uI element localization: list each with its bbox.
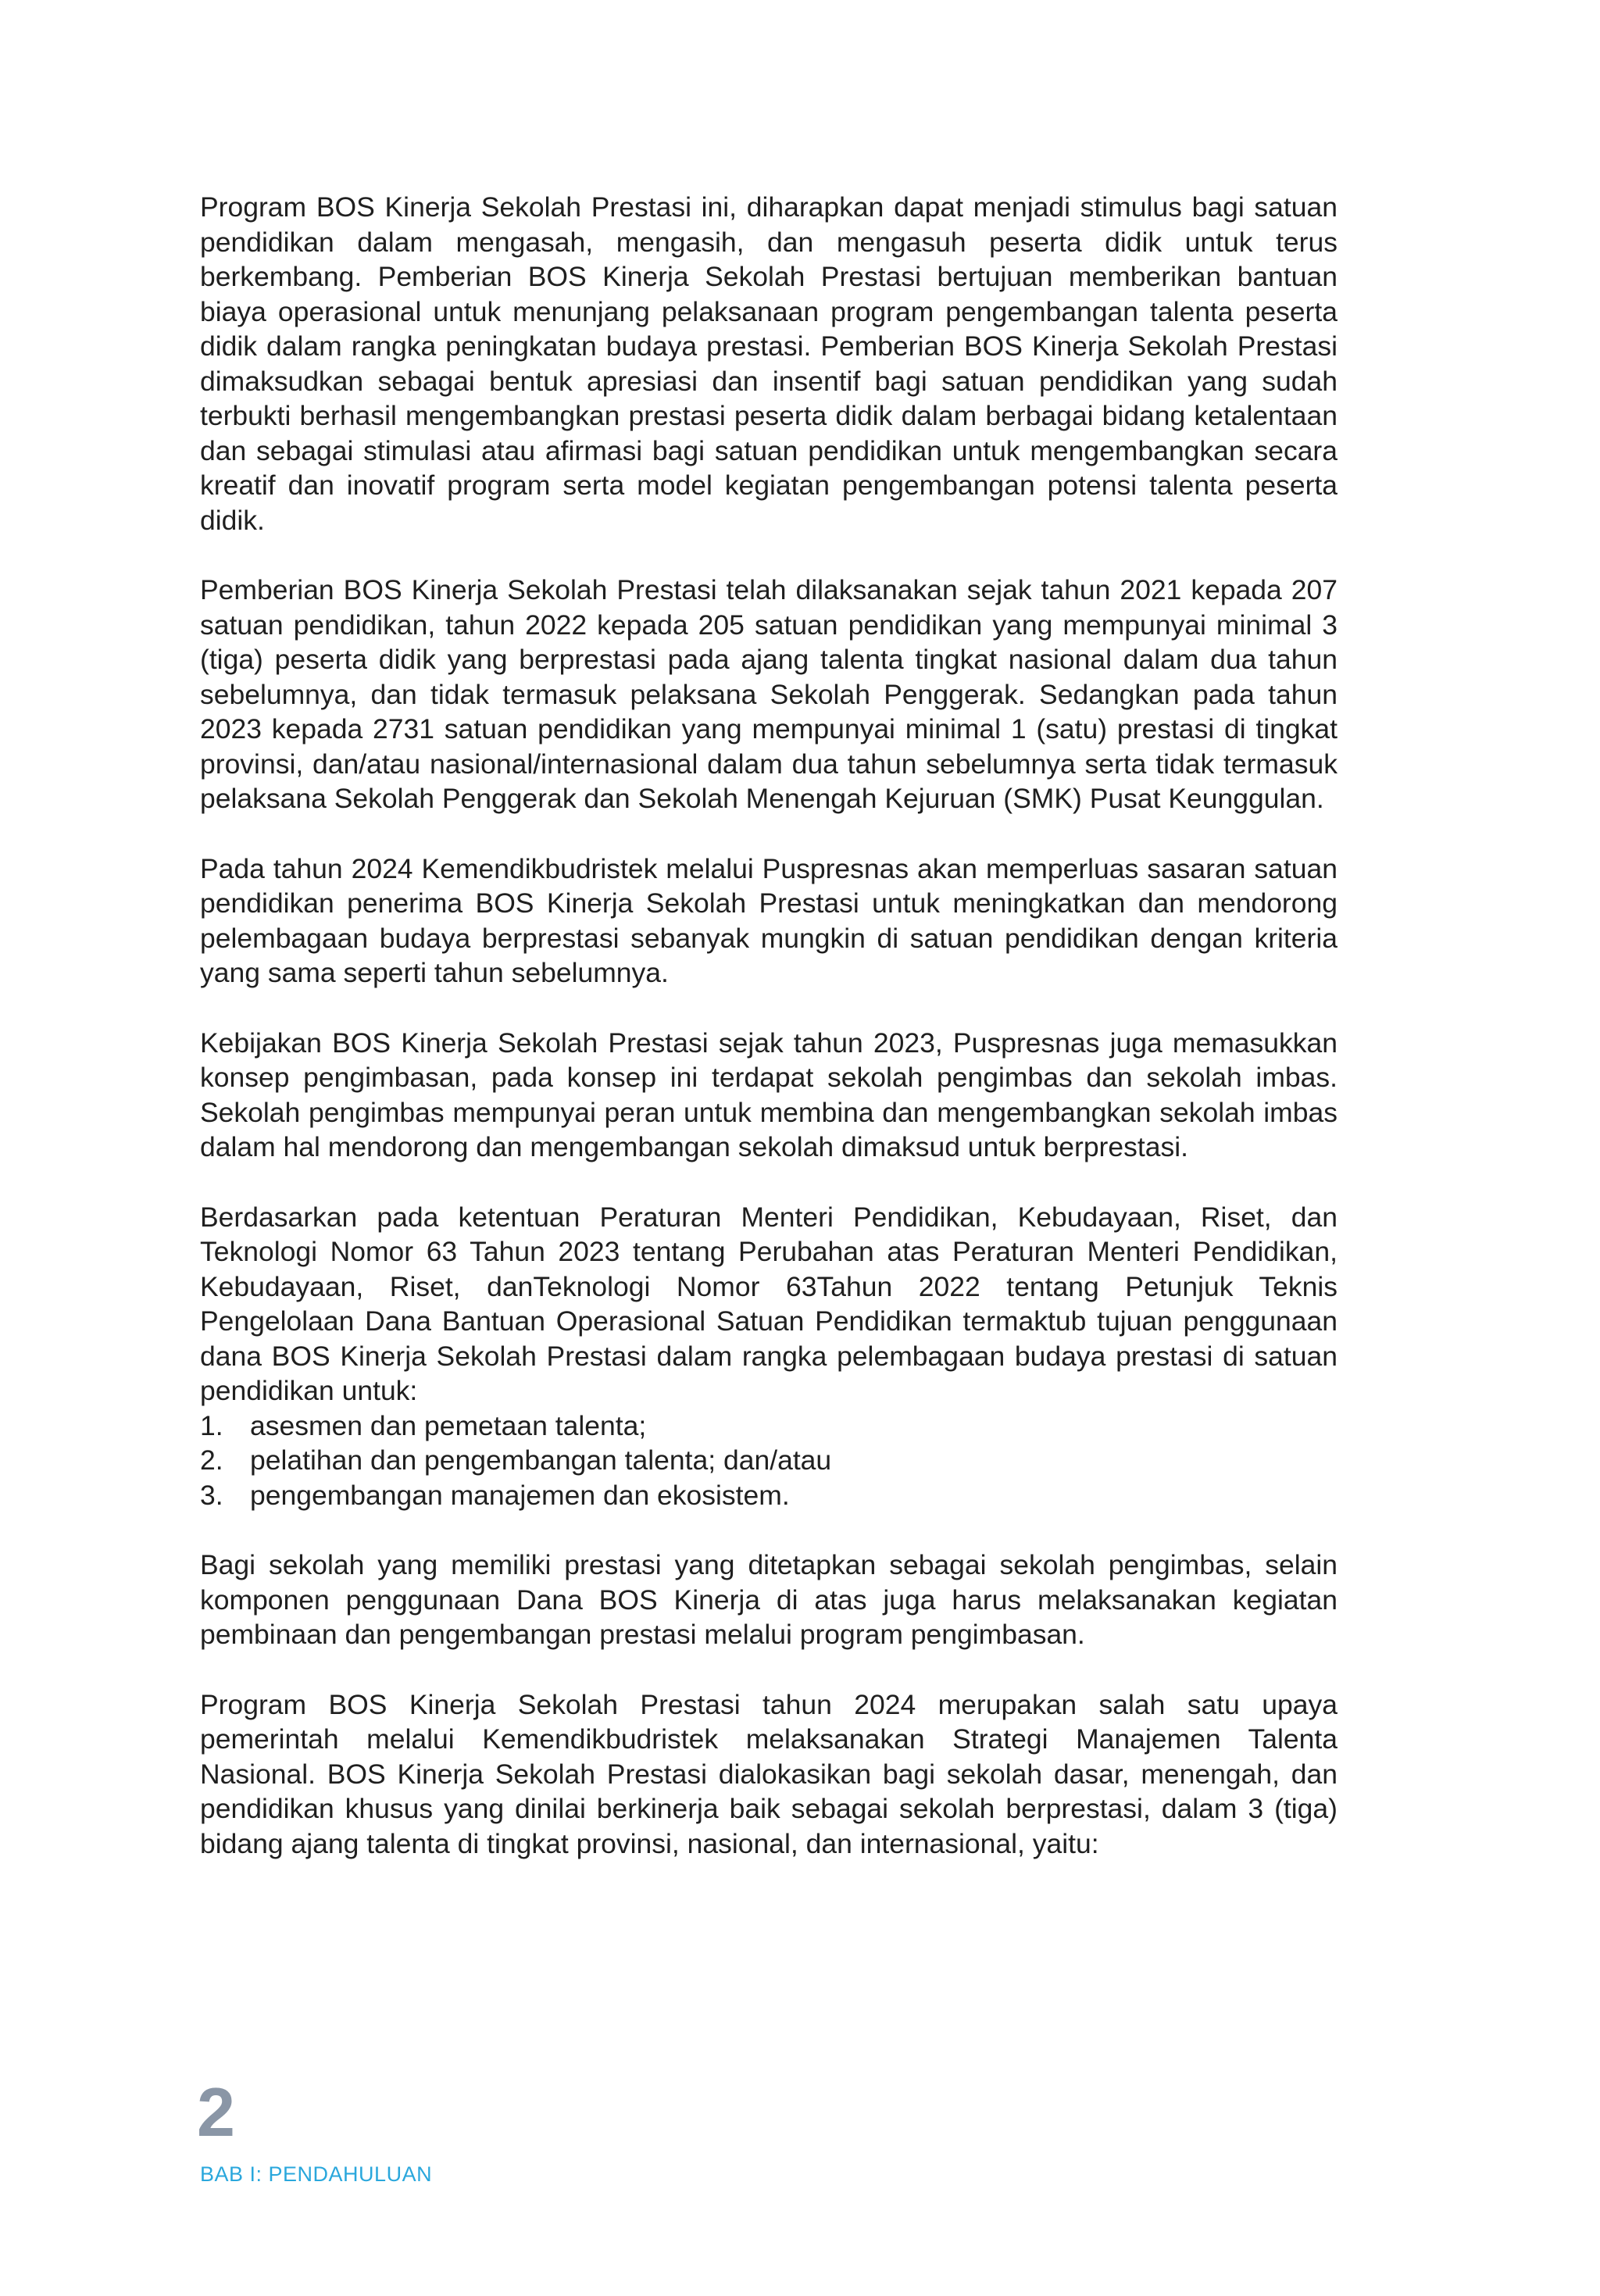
list-item: [200, 1443, 1338, 1478]
list-item-number: 1.: [200, 1409, 223, 1441]
paragraph-2: Pemberian BOS Kinerja Sekolah Prestasi telah dilaksanakan sejak tahun 2021 kepada 207 satuan pendidikan, tahun 2022 kepada 205 satuan pendidikan yang mempunyai minimal 3 (tiga) peserta didik yang berprestasi pada ajang talenta tingkat nasional dalam dua tahun sebelumnya, dan tidak termasuk pelaksana Sekolah Penggerak. Sedangkan pada tahun 2023 kepada 2731 satuan pendidikan yang mempunyai minimal 1 (satu) prestasi di tingkat provinsi, dan/atau nasional/internasional dalam dua tahun sebelumnya serta tidak termasuk pelaksana Sekolah Penggerak dan Sekolah Menengah Kejuruan (SMK) Pusat Keunggulan.: [200, 574, 1338, 814]
list-item-text: asesmen dan pemetaan talenta;: [250, 1409, 647, 1441]
list-item: [200, 1478, 1338, 1513]
paragraph-6: Bagi sekolah yang memiliki prestasi yang ditetapkan sebagai sekolah pengimbas, selain komponen penggunaan Dana BOS Kinerja di atas juga harus melaksanakan kegiatan pembinaan dan pengembangan prestasi melalui program pengimbasan.: [200, 1549, 1338, 1650]
page-number: 2: [197, 2073, 235, 2151]
list-item: [200, 1409, 1338, 1444]
paragraph-3: Pada tahun 2024 Kemendikbudristek melalui Puspresnas akan memperluas sasaran satuan pendidikan penerima BOS Kinerja Sekolah Prestasi untuk meningkatkan dan mendorong pelembagaan budaya berprestasi sebanyak mungkin di satuan pendidikan dengan kriteria yang sama seperti tahun sebelumnya.: [200, 852, 1338, 988]
list-item-number: 3.: [200, 1479, 223, 1511]
chapter-label: BAB I: PENDAHULUAN: [200, 2162, 433, 2186]
paragraph-5: Berdasarkan pada ketentuan Peraturan Menteri Pendidikan, Kebudayaan, Riset, dan Teknologi Nomor 63 Tahun 2023 tentang Perubahan atas Peraturan Menteri Pendidikan, Kebudayaan, Riset, danTeknologi Nomor 63Tahun 2022 tentang Petunjuk Teknis Pengelolaan Dana Bantuan Operasional Satuan Pendidikan termaktub tujuan penggunaan dana BOS Kinerja Sekolah Prestasi dalam rangka pelembagaan budaya prestasi di satuan pendidikan untuk:: [200, 1201, 1338, 1406]
purpose-list: [200, 1409, 1338, 1513]
paragraph-1: Program BOS Kinerja Sekolah Prestasi ini, diharapkan dapat menjadi stimulus bagi satuan pendidikan dalam mengasah, mengasih, dan mengasuh peserta didik untuk terus berkembang. Pemberian BOS Kinerja Sekolah Prestasi bertujuan memberikan bantuan biaya operasional untuk menunjang pelaksanaan program pengembangan talenta peserta didik dalam rangka peningkatan budaya prestasi. Pemberian BOS Kinerja Sekolah Prestasi dimaksudkan sebagai bentuk apresiasi dan insentif bagi satuan pendidikan yang sudah terbukti berhasil mengembangkan prestasi peserta didik dalam berbagai bidang ketalentaan dan sebagai stimulasi atau afirmasi bagi satuan pendidikan untuk mengembangkan secara kreatif dan inovatif program serta model kegiatan pengembangan potensi talenta peserta didik.: [200, 191, 1338, 536]
paragraph-7: Program BOS Kinerja Sekolah Prestasi tahun 2024 merupakan salah satu upaya pemerintah melalui Kemendikbudristek melaksanakan Strategi Manajemen Talenta Nasional. BOS Kinerja Sekolah Prestasi dialokasikan bagi sekolah dasar, menengah, dan pendidikan khusus yang dinilai berkinerja baik sebagai sekolah berprestasi, dalam 3 (tiga) bidang ajang talenta di tingkat provinsi, nasional, dan internasional, yaitu:: [200, 1688, 1338, 1859]
list-item-text: pengembangan manajemen dan ekosistem.: [250, 1479, 790, 1511]
document-body: [200, 190, 1338, 1896]
paragraph-4: Kebijakan BOS Kinerja Sekolah Prestasi sejak tahun 2023, Puspresnas juga memasukkan konsep pengimbasan, pada konsep ini terdapat sekolah pengimbas dan sekolah imbas. Sekolah pengimbas mempunyai peran untuk membina dan mengembangkan sekolah imbas dalam hal mendorong dan mengembangan sekolah dimaksud untuk berprestasi.: [200, 1027, 1338, 1162]
list-item-number: 2.: [200, 1444, 223, 1476]
list-item-text: pelatihan dan pengembangan talenta; dan/atau: [250, 1444, 832, 1476]
